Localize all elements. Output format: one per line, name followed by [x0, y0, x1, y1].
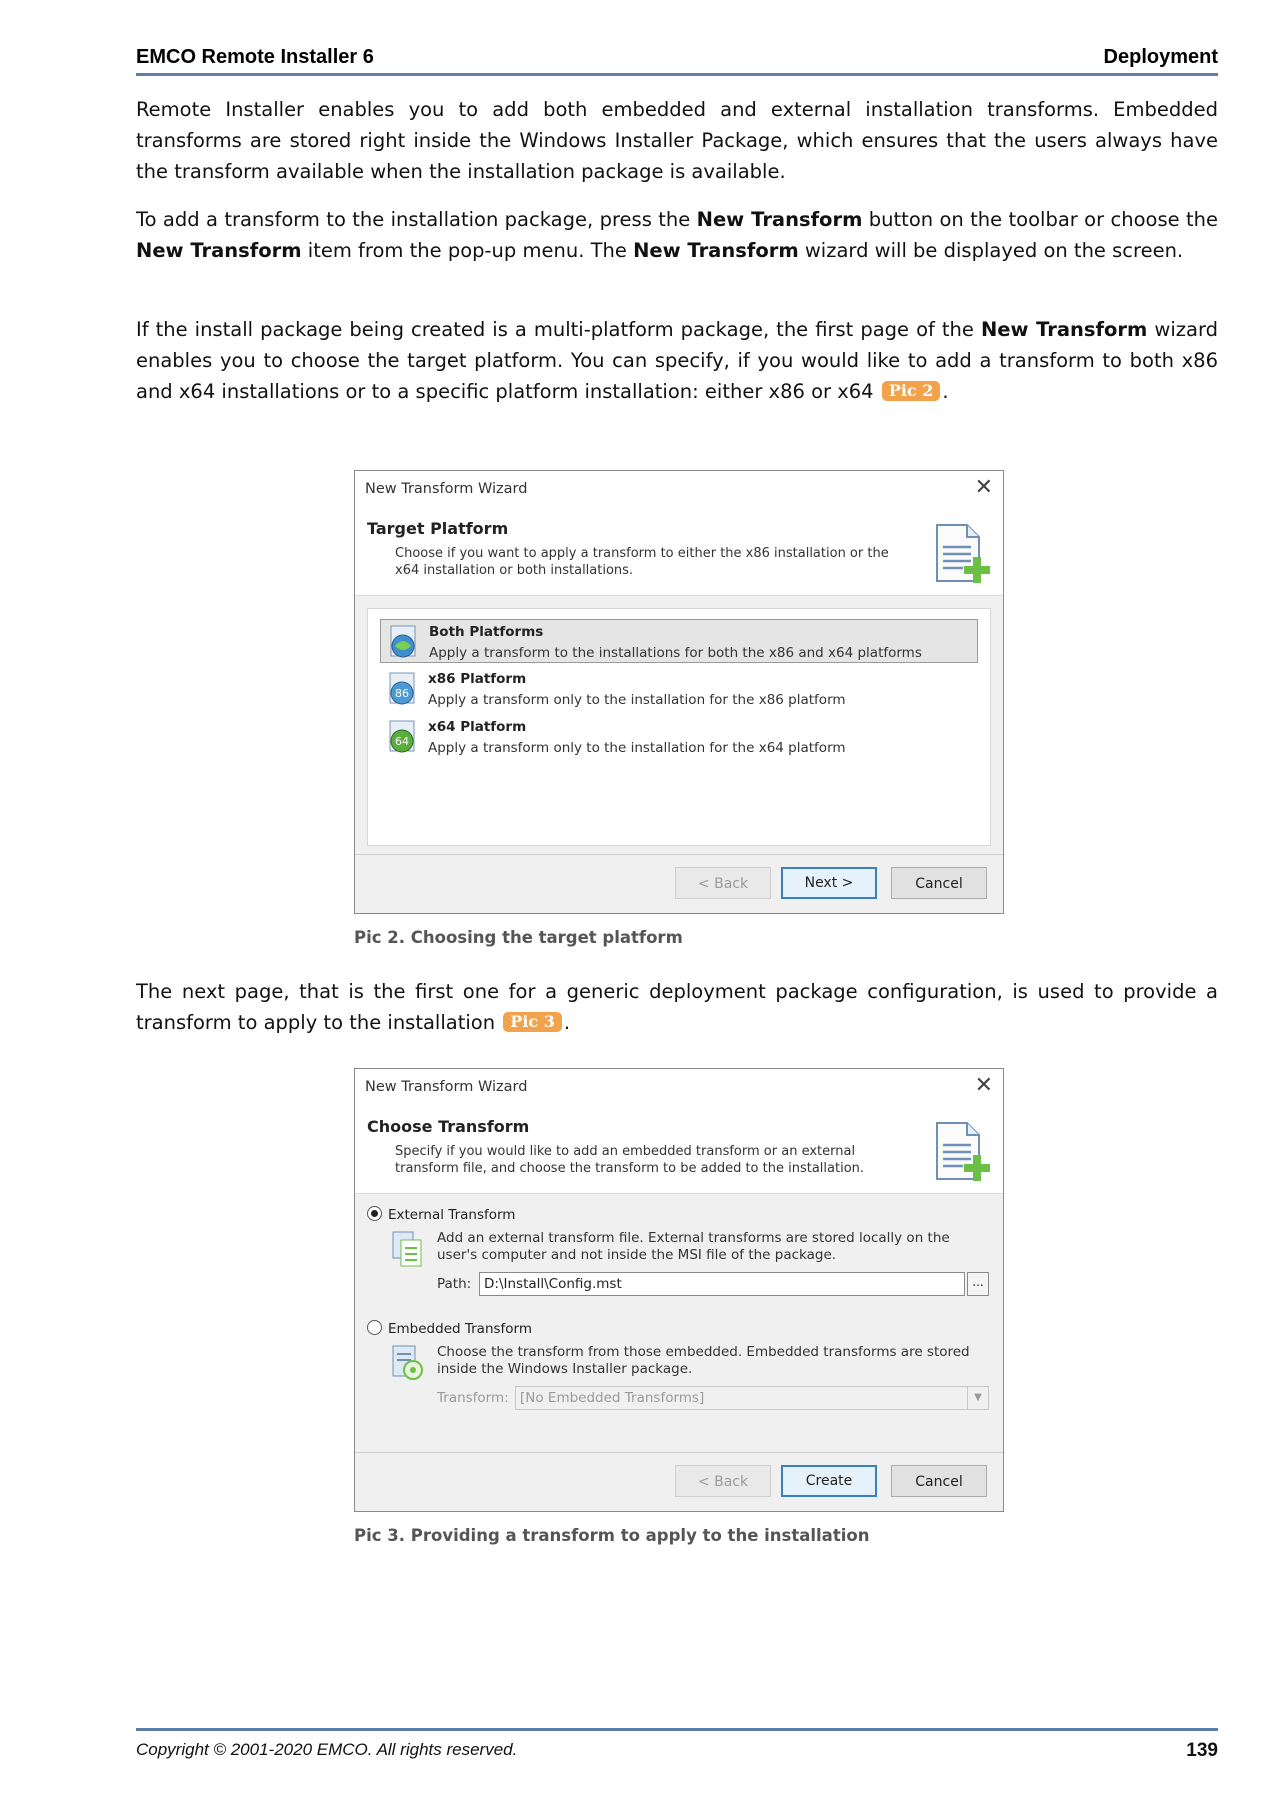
close-icon[interactable]: ✕	[974, 475, 993, 500]
paragraph-1: Remote Installer enables you to add both embedded and external installation transforms. Embedded transforms are stored right inside the Windows Installer Package, which ensures that the users always have the transform available when the installation package is available.	[136, 98, 1218, 183]
embedded-transform-description: Choose the transform from those embedded. Embedded transforms are stored inside the Windows Installer package.	[437, 1344, 970, 1377]
both-platforms-icon	[385, 624, 421, 660]
pic-3-link[interactable]: Pic 3	[503, 1012, 562, 1032]
cancel-button[interactable]: Cancel	[891, 867, 987, 899]
page-footer	[136, 1738, 1218, 1768]
cancel-button[interactable]: Cancel	[891, 1465, 987, 1497]
external-transform-description: Add an external transform file. External transforms are stored locally on the user's computer and not inside the MSI file of the package.	[437, 1230, 950, 1263]
paragraph-2: To add a transform to the installation package, press the New Transform button on the toolbar or choose the New Transform item from the pop-up menu. The New Transform wizard will be displayed on the screen.	[136, 208, 1218, 262]
paragraph-4: The next page, that is the first one for a generic deployment package configuration, is used to provide a transform to apply to the installation Pic 3 .	[136, 980, 1218, 1034]
wizard-footer	[355, 854, 1003, 913]
wizard-body	[355, 596, 1003, 854]
figure-caption-pic-3: Pic 3. Providing a transform to apply to the installation	[354, 1526, 870, 1545]
external-file-icon	[391, 1230, 425, 1268]
page-title: Choose Transform	[367, 1117, 530, 1136]
document-add-icon	[929, 1119, 991, 1185]
header-section-title: Deployment	[1103, 46, 1218, 68]
embedded-package-icon	[391, 1344, 425, 1382]
wizard-body	[355, 1194, 1003, 1452]
option-description: Apply a transform to the installations for both the x86 and x64 platforms	[429, 645, 922, 661]
platform-list	[367, 608, 991, 846]
next-button[interactable]: Next >	[781, 867, 877, 899]
wizard-header	[355, 1069, 1003, 1194]
wizard-footer	[355, 1452, 1003, 1511]
pic-2-link[interactable]: Pic 2	[882, 381, 941, 401]
page-description: Choose if you want to apply a transform to either the x86 installation or the x64 installation or both installations.	[395, 546, 889, 578]
close-icon[interactable]: ✕	[974, 1073, 993, 1098]
header-product-title: EMCO Remote Installer 6	[136, 46, 374, 68]
back-button[interactable]: < Back	[675, 867, 771, 899]
option-title: x86 Platform	[428, 671, 527, 687]
radio-unselected-icon	[367, 1320, 382, 1335]
svg-text:86: 86	[395, 687, 409, 700]
page-description: Specify if you would like to add an embedded transform or an external transform file, and choose the transform to be added to the installation.	[395, 1144, 865, 1176]
svg-text:64: 64	[395, 735, 409, 748]
option-x86-platform[interactable]	[380, 667, 978, 711]
embedded-transform-radio[interactable]: Embedded Transform	[367, 1320, 532, 1337]
x86-platform-icon	[384, 671, 420, 707]
window-title: New Transform Wizard	[365, 1079, 528, 1095]
wizard-choose-transform	[354, 1068, 1004, 1512]
external-transform-radio[interactable]: External Transform	[367, 1206, 515, 1223]
path-label: Path:	[437, 1276, 472, 1292]
window-title: New Transform Wizard	[365, 481, 528, 497]
figure-caption-pic-2: Pic 2. Choosing the target platform	[354, 928, 683, 947]
option-description: Apply a transform only to the installation for the x64 platform	[428, 740, 846, 756]
copyright-text: Copyright © 2001-2020 EMCO. All rights reserved.	[136, 1740, 518, 1759]
transform-label: Transform:	[437, 1390, 509, 1406]
document-add-icon	[929, 521, 991, 587]
wizard-target-platform	[354, 470, 1004, 914]
page-header	[136, 44, 1218, 74]
x64-platform-icon	[384, 719, 420, 755]
paragraph-3: If the install package being created is a multi-platform package, the first page of the New Transform wizard enables you to choose the target platform. You can specify, if you would like to add a transform to both x86 and x64 installations or to a specific platform installation: either x86 or x64 Pic 2 .	[136, 318, 1218, 403]
footer-rule	[136, 1728, 1218, 1731]
page-title: Target Platform	[367, 519, 509, 538]
path-input[interactable]: D:\Install\Config.mst	[479, 1272, 965, 1296]
option-both-platforms[interactable]	[380, 619, 978, 663]
option-description: Apply a transform only to the installation for the x86 platform	[428, 692, 846, 708]
browse-button[interactable]: ...	[967, 1272, 989, 1296]
page-number: 139	[1186, 1740, 1218, 1761]
option-x64-platform[interactable]	[380, 715, 978, 759]
radio-selected-icon	[367, 1206, 382, 1221]
chevron-down-icon: ▼	[967, 1387, 988, 1409]
header-rule	[136, 73, 1218, 76]
wizard-header	[355, 471, 1003, 596]
transform-select[interactable]: [No Embedded Transforms] ▼	[515, 1386, 989, 1410]
back-button[interactable]: < Back	[675, 1465, 771, 1497]
create-button[interactable]: Create	[781, 1465, 877, 1497]
option-title: x64 Platform	[428, 719, 527, 735]
option-title: Both Platforms	[429, 624, 544, 640]
